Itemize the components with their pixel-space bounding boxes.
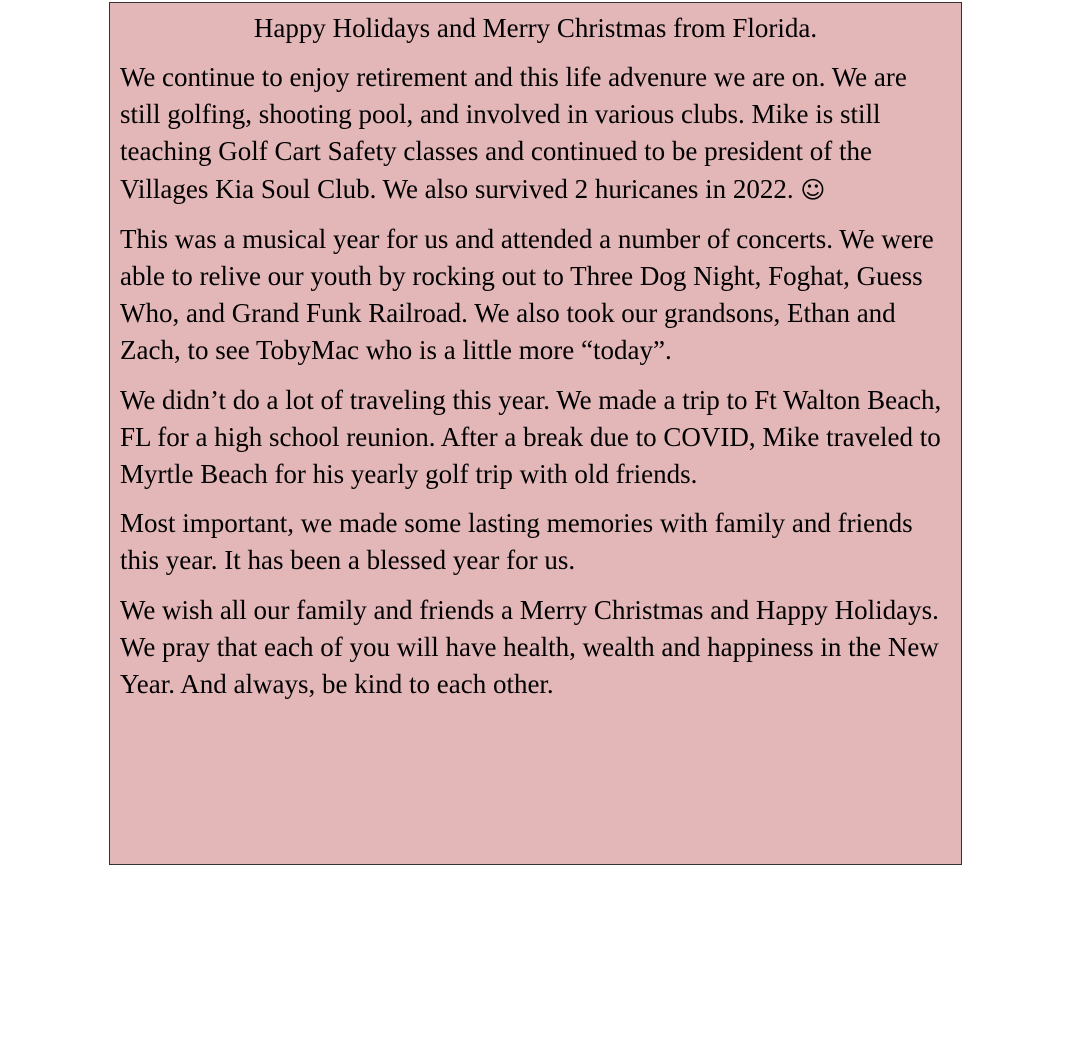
smiley-icon: ☺ [800,175,826,204]
paragraph-memories: Most important, we made some lasting memories with family and friends this year. It has been a blessed year for us. [120,508,913,576]
paragraph-music: This was a musical year for us and attended a number of concerts. We were able to relive our youth by rocking out to Three Dog Night, Foghat, Guess Who, and Grand Funk Railroad. We also took our grandsons, Ethan and Zach, to see TobyMac who is a little more “today”. [120,223,934,366]
paragraph-retirement-text: We continue to enjoy retirement and this life advenure we are on. We are still golfing, shooting pool, and involved in various clubs. Mike is still teaching Golf Cart Safety classes and continued to be president of the Villages Kia Soul Club. We also survived 2 huricanes in 2022. [120,62,907,204]
letter-title: Happy Holidays and Merry Christmas from Florida. [253,13,818,43]
paragraph-retirement [120,59,951,209]
paragraph-travel: We didn’t do a lot of traveling this year. We made a trip to Ft Walton Beach, FL for a high school reunion. After a break due to COVID, Mike traveled to Myrtle Beach for his yearly golf trip with old friends. [120,384,942,490]
paragraph-wishes: We wish all our family and friends a Merry Christmas and Happy Holidays. We pray that each of you will have health, wealth and happiness in the New Year. And always, be kind to each other. [120,594,939,700]
holiday-letter [109,2,962,865]
